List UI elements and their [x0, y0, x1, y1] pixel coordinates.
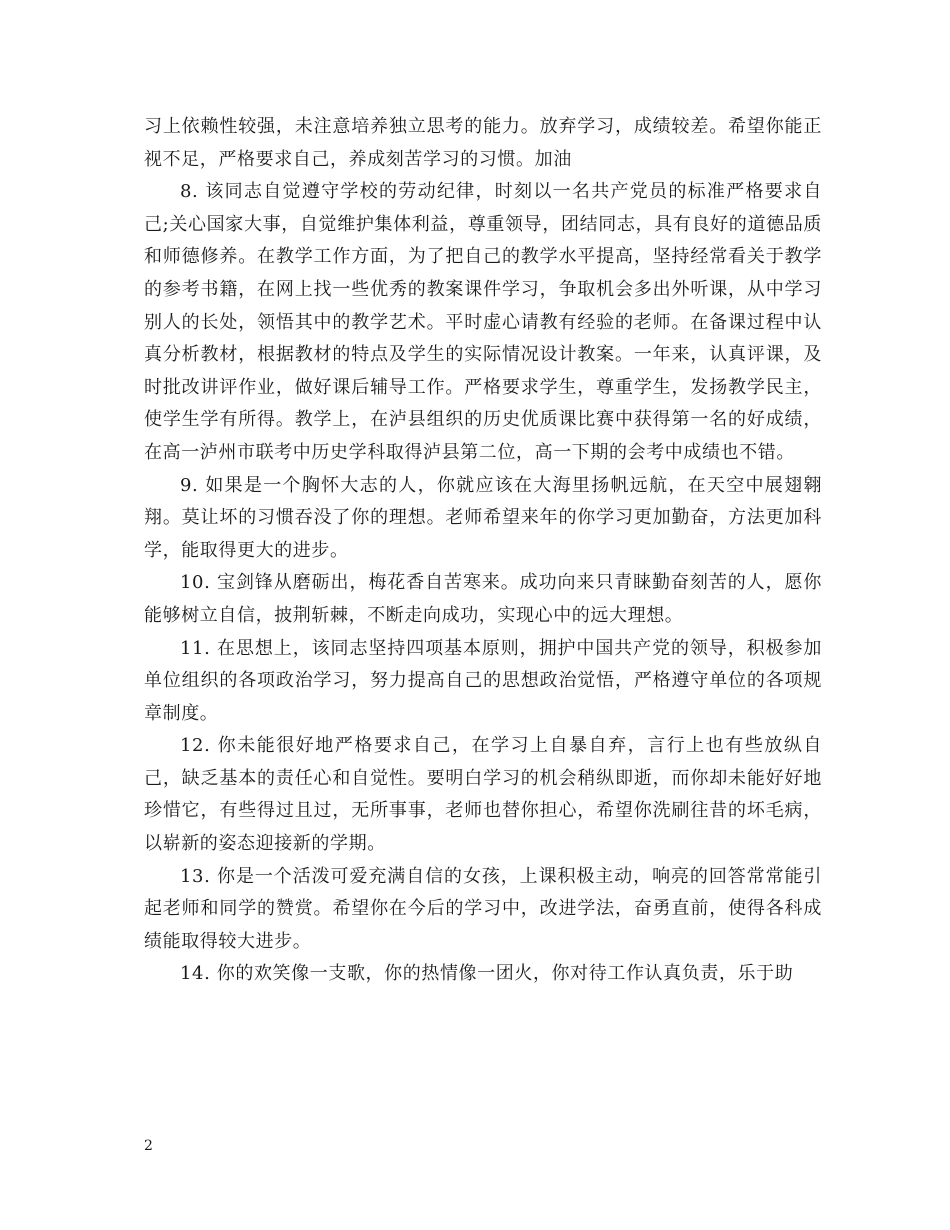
- paragraph-continuation: 习上依赖性较强，未注意培养独立思考的能力。放弃学习，成绩较差。希望你能正视不足，严格要求自己，养成刻苦学习的习惯。加油: [144, 116, 822, 170]
- document-body: [144, 111, 822, 991]
- paragraph-item-12: 12. 你未能很好地严格要求自己，在学习上自暴自弃，言行上也有些放纵自己，缺乏基本的责任心和自觉性。要明白学习的机会稍纵即逝，而你却未能好好地珍惜它，有些得过且过，无所事事，老师也替你担心，希望你洗刷往昔的坏毛病，以崭新的姿态迎接新的学期。: [144, 735, 822, 855]
- paragraph-item-11: 11. 在思想上，该同志坚持四项基本原则，拥护中国共产党的领导，积极参加单位组织的各项政治学习，努力提高自己的思想政治觉悟，严格遵守单位的各项规章制度。: [144, 637, 822, 724]
- page-number: 2: [144, 1138, 153, 1154]
- paragraph-item-10: 10. 宝剑锋从磨砺出，梅花香自苦寒来。成功向来只青睐勤奋刻苦的人，愿你能够树立自信，披荆斩棘，不断走向成功，实现心中的远大理想。: [144, 572, 822, 626]
- paragraph-item-13: 13. 你是一个活泼可爱充满自信的女孩，上课积极主动，响亮的回答常常能引起老师和同学的赞赏。希望你在今后的学习中，改进学法，奋勇直前，使得各科成绩能取得较大进步。: [144, 865, 822, 952]
- paragraph-item-14: 14. 你的欢笑像一支歌，你的热情像一团火，你对待工作认真负责，乐于助: [180, 963, 794, 985]
- paragraph-item-9: 9. 如果是一个胸怀大志的人，你就应该在大海里扬帆远航，在天空中展翅翱翔。莫让坏的习惯吞没了你的理想。老师希望来年的你学习更加勤奋，方法更加科学，能取得更大的进步。: [144, 474, 822, 561]
- paragraph-item-8: 8. 该同志自觉遵守学校的劳动纪律，时刻以一名共产党员的标准严格要求自己;关心国家大事，自觉维护集体利益，尊重领导，团结同志，具有良好的道德品质和师德修养。在教学工作方面，为了把自己的教学水平提高，坚持经常看关于教学的参考书籍，在网上找一些优秀的教案课件学习，争取机会多出外听课，从中学习别人的长处，领悟其中的教学艺术。平时虚心请教有经验的老师。在备课过程中认真分析教材，根据教材的特点及学生的实际情况设计教案。一年来，认真评课，及时批改讲评作业，做好课后辅导工作。严格要求学生，尊重学生，发扬教学民主，使学生学有所得。教学上，在泸县组织的历史优质课比赛中获得第一名的好成绩，在高一泸州市联考中历史学科取得泸县第二位，高一下期的会考中成绩也不错。: [144, 181, 822, 463]
